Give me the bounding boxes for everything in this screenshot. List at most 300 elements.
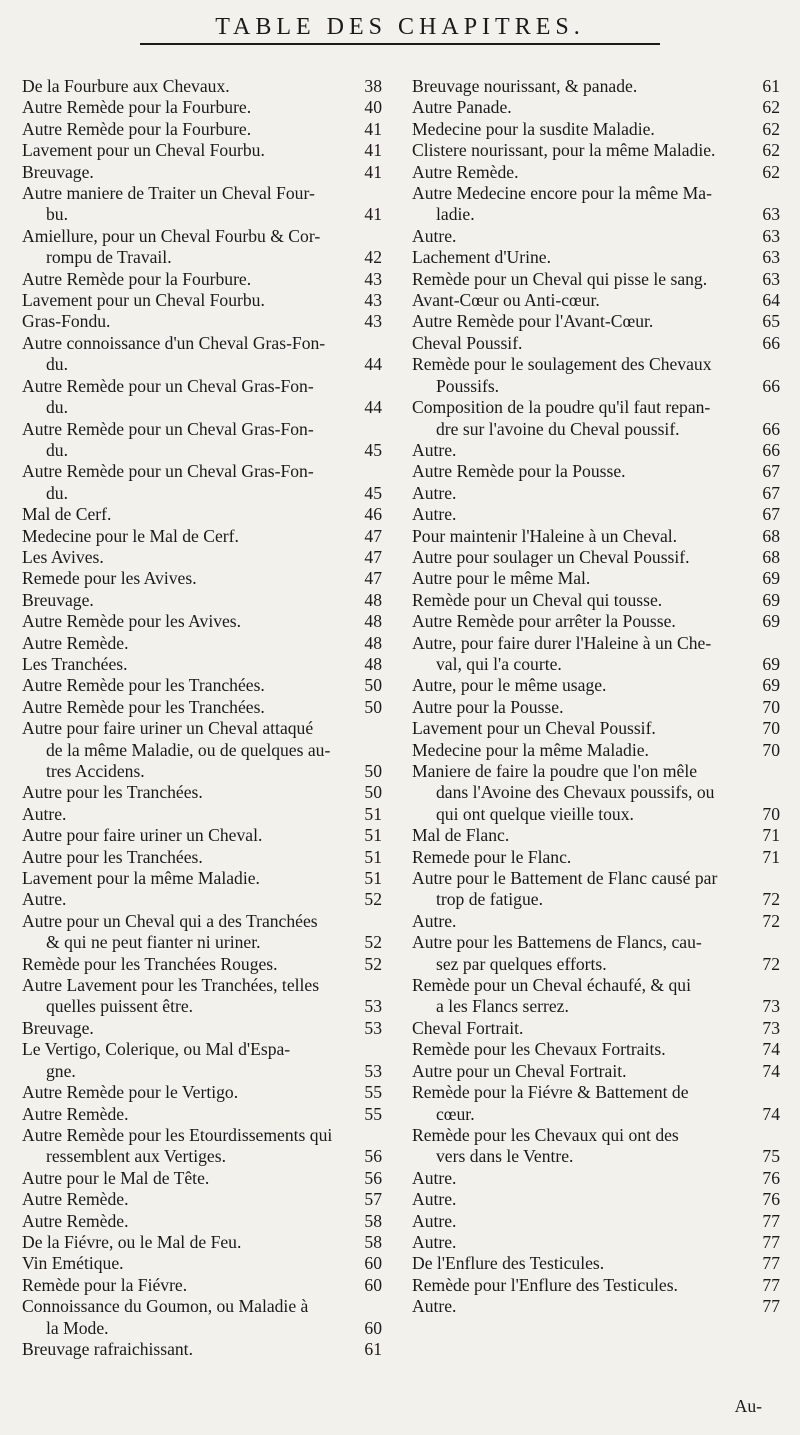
toc-page-number: 43 — [364, 290, 382, 311]
toc-entry — [412, 76, 780, 97]
toc-entry-text: Lavement pour un Cheval Fourbu. — [22, 290, 265, 311]
toc-entry-text: du. — [46, 397, 68, 418]
toc-page-number: 41 — [364, 118, 382, 139]
toc-entry — [22, 1253, 382, 1274]
toc-entry — [412, 568, 780, 589]
toc-page-number: 43 — [364, 268, 382, 289]
toc-page-number: 48 — [364, 589, 382, 610]
toc-entry — [22, 1082, 382, 1103]
toc-entry-text: trop de fatigue. — [436, 889, 543, 910]
toc-entry — [412, 333, 780, 354]
toc-entry-text: Mal de Cerf. — [22, 504, 112, 525]
toc-page-number: 74 — [762, 1039, 780, 1060]
toc-entry — [22, 568, 382, 589]
toc-page-number: 47 — [364, 525, 382, 546]
toc-page-number: 45 — [364, 439, 382, 460]
toc-entry — [412, 611, 780, 632]
toc-page-number: 52 — [364, 889, 382, 910]
toc-page-number: 42 — [364, 247, 382, 268]
toc-entry-text: Autre pour la Pousse. — [412, 696, 564, 717]
toc-entry — [412, 140, 780, 161]
toc-entry — [412, 547, 780, 568]
toc-entry — [412, 740, 780, 761]
toc-entry-text: la Mode. — [46, 1317, 109, 1338]
toc-page-number: 62 — [762, 118, 780, 139]
toc-entry — [412, 911, 780, 932]
toc-entry-text: Autre pour le même Mal. — [412, 568, 591, 589]
toc-page-number: 62 — [762, 161, 780, 182]
toc-page-number: 66 — [762, 332, 780, 353]
toc-entry-text: de la même Maladie, ou de quelques au- — [46, 739, 331, 760]
toc-entry — [412, 461, 780, 482]
toc-entry-text: Cheval Fortrait. — [412, 1017, 524, 1038]
toc-page-number: 61 — [762, 76, 780, 96]
toc-entry — [412, 269, 780, 290]
toc-entry — [22, 954, 382, 975]
toc-entry-text: Autre, pour faire durer l'Haleine à un Che- — [412, 632, 712, 653]
toc-entry — [22, 782, 382, 803]
toc-entry — [22, 1275, 382, 1296]
toc-page-number: 65 — [762, 311, 780, 332]
toc-entry-text: Autre. — [22, 803, 67, 824]
toc-entry-text: Autre. — [412, 1167, 457, 1188]
toc-entry-text: Autre. — [412, 225, 457, 246]
toc-page-number: 62 — [762, 140, 780, 161]
toc-page-number: 56 — [364, 1167, 382, 1188]
toc-entry-text: Autre pour les Battemens de Flancs, cau- — [412, 932, 702, 953]
toc-entry — [22, 654, 382, 675]
toc-entry — [412, 868, 780, 911]
toc-entry-text: Autre. — [412, 1189, 457, 1210]
toc-entry-text: Breuvage nourissant, & panade. — [412, 76, 638, 96]
toc-entry — [22, 675, 382, 696]
toc-entry-text: Medecine pour la même Maladie. — [412, 739, 649, 760]
toc-page-number: 41 — [364, 204, 382, 225]
toc-page-number: 70 — [762, 739, 780, 760]
toc-page-number: 63 — [762, 268, 780, 289]
toc-entry-text: rompu de Travail. — [46, 247, 172, 268]
toc-entry-text: gne. — [46, 1060, 76, 1081]
toc-entry — [22, 1039, 382, 1082]
toc-page-number: 63 — [762, 225, 780, 246]
toc-page-number: 64 — [762, 290, 780, 311]
toc-page-number: 69 — [762, 568, 780, 589]
toc-entry — [22, 889, 382, 910]
toc-entry-text: Autre Remède pour la Fourbure. — [22, 268, 252, 289]
toc-page-number: 69 — [762, 675, 780, 696]
toc-entry-text: Medecine pour le Mal de Cerf. — [22, 525, 239, 546]
toc-entry — [22, 911, 382, 954]
toc-page-number: 76 — [762, 1189, 780, 1210]
toc-entry — [412, 975, 780, 1018]
toc-page-number: 51 — [364, 803, 382, 824]
toc-page-number: 41 — [364, 161, 382, 182]
toc-entry-text: du. — [46, 439, 68, 460]
toc-entry-text: Autre Remède. — [22, 1189, 129, 1210]
toc-page-number: 56 — [364, 1146, 382, 1167]
toc-page-number: 38 — [364, 76, 382, 96]
toc-entry — [22, 419, 382, 462]
toc-page-number: 58 — [364, 1210, 382, 1231]
toc-page-number: 71 — [762, 846, 780, 867]
toc-entry — [22, 975, 382, 1018]
toc-entry-text: Lavement pour la même Maladie. — [22, 868, 260, 889]
toc-entry — [412, 162, 780, 183]
toc-page-number: 53 — [364, 1060, 382, 1081]
toc-entry — [22, 847, 382, 868]
toc-page-number: 48 — [364, 611, 382, 632]
toc-entry-text: Autre pour faire uriner un Cheval. — [22, 825, 263, 846]
toc-entry-text: dre sur l'avoine du Cheval poussif. — [436, 418, 680, 439]
toc-entry-text: De la Fiévre, ou le Mal de Feu. — [22, 1231, 242, 1252]
toc-entry-text: Remède pour la Fiévre & Battement de — [412, 1082, 689, 1103]
toc-page-number: 55 — [364, 1082, 382, 1103]
toc-entry — [412, 119, 780, 140]
toc-page-number: 74 — [762, 1060, 780, 1081]
toc-page-number: 51 — [364, 846, 382, 867]
toc-entry-text: Remède pour un Cheval échaufé, & qui — [412, 975, 691, 996]
toc-column-right — [412, 76, 780, 1318]
toc-page-number: 70 — [762, 696, 780, 717]
toc-entry — [412, 675, 780, 696]
toc-entry-text: Autre Remède pour la Fourbure. — [22, 97, 252, 118]
toc-entry — [22, 633, 382, 654]
toc-entry — [412, 290, 780, 311]
toc-page-number: 67 — [762, 482, 780, 503]
toc-page-number: 75 — [762, 1146, 780, 1167]
toc-entry — [22, 97, 382, 118]
toc-entry-text: ressemblent aux Vertiges. — [46, 1146, 226, 1167]
toc-entry — [412, 1168, 780, 1189]
toc-entry-text: cœur. — [436, 1103, 475, 1124]
toc-entry-text: Autre. — [22, 889, 67, 910]
toc-entry — [412, 1189, 780, 1210]
toc-entry — [22, 162, 382, 183]
toc-entry-text: ladie. — [436, 204, 475, 225]
toc-page-number: 43 — [364, 311, 382, 332]
toc-page-number: 52 — [364, 953, 382, 974]
toc-entry-text: Les Tranchées. — [22, 653, 128, 674]
toc-entry — [412, 1211, 780, 1232]
toc-page-number: 50 — [364, 761, 382, 781]
toc-entry — [22, 1189, 382, 1210]
toc-entry — [22, 825, 382, 846]
toc-page-number: 50 — [364, 675, 382, 696]
toc-entry — [412, 847, 780, 868]
toc-page-number: 63 — [762, 204, 780, 225]
toc-entry — [22, 76, 382, 97]
toc-page-number: 72 — [762, 953, 780, 974]
toc-entry-text: Autre Remède pour un Cheval Gras-Fon- — [22, 418, 314, 439]
toc-page-number: 51 — [364, 868, 382, 889]
toc-entry-text: Autre pour les Tranchées. — [22, 782, 203, 803]
toc-entry-text: Lavement pour un Cheval Poussif. — [412, 718, 656, 739]
toc-entry — [22, 140, 382, 161]
toc-entry-text: Autre maniere de Traiter un Cheval Four- — [22, 183, 315, 204]
toc-entry-text: Autre. — [412, 1296, 457, 1317]
toc-entry — [22, 868, 382, 889]
toc-page-number: 72 — [762, 889, 780, 910]
toc-page-number: 77 — [762, 1253, 780, 1274]
toc-entry-text: dans l'Avoine des Chevaux poussifs, ou — [436, 782, 715, 803]
toc-entry-text: Autre Remède pour arrêter la Pousse. — [412, 611, 676, 632]
toc-entry-text: Remède pour les Tranchées Rouges. — [22, 953, 278, 974]
toc-entry — [412, 504, 780, 525]
toc-page-number: 41 — [364, 140, 382, 161]
toc-entry — [412, 932, 780, 975]
toc-entry-text: Autre pour faire uriner un Cheval attaqué — [22, 718, 314, 739]
toc-entry — [22, 697, 382, 718]
toc-entry — [412, 590, 780, 611]
toc-entry-text: Remède pour le soulagement des Chevaux — [412, 354, 712, 375]
toc-entry — [22, 718, 382, 782]
toc-entry — [22, 1018, 382, 1039]
toc-page-number: 45 — [364, 482, 382, 503]
toc-entry-text: Autre Remède pour le Vertigo. — [22, 1082, 239, 1103]
toc-entry-text: Autre Remède pour les Etourdissements qui — [22, 1124, 333, 1145]
toc-entry-text: Amiellure, pour un Cheval Fourbu & Cor- — [22, 225, 321, 246]
toc-entry-text: Autre pour le Mal de Tête. — [22, 1167, 210, 1188]
toc-entry-text: Vin Emétique. — [22, 1253, 124, 1274]
toc-entry-text: qui ont quelque vieille toux. — [436, 803, 634, 824]
toc-entry — [22, 804, 382, 825]
toc-entry — [412, 226, 780, 247]
toc-entry-text: Autre. — [412, 504, 457, 525]
toc-page-number: 77 — [762, 1274, 780, 1295]
toc-page-number: 50 — [364, 782, 382, 803]
toc-entry-text: tres Accidens. — [46, 761, 145, 781]
toc-entry — [22, 1104, 382, 1125]
toc-entry-text: Remède pour un Cheval qui pisse le sang. — [412, 268, 708, 289]
toc-entry — [22, 1211, 382, 1232]
toc-page-number: 55 — [364, 1103, 382, 1124]
toc-entry — [412, 247, 780, 268]
toc-page-number: 70 — [762, 718, 780, 739]
toc-entry — [412, 718, 780, 739]
toc-page-number: 46 — [364, 504, 382, 525]
toc-entry-text: Autre. — [412, 439, 457, 460]
toc-entry — [22, 119, 382, 140]
toc-entry — [22, 1339, 382, 1360]
toc-entry — [412, 1061, 780, 1082]
toc-entry-text: Autre Remède. — [22, 632, 129, 653]
toc-entry — [22, 1232, 382, 1253]
toc-page-number: 48 — [364, 632, 382, 653]
toc-page-number: 66 — [762, 418, 780, 439]
toc-entry — [22, 1125, 382, 1168]
toc-entry — [22, 547, 382, 568]
toc-entry — [22, 226, 382, 269]
toc-entry — [412, 311, 780, 332]
toc-entry-text: Breuvage. — [22, 589, 94, 610]
toc-entry-text: Cheval Poussif. — [412, 332, 523, 353]
toc-entry-text: Autre pour le Battement de Flanc causé par — [412, 868, 718, 889]
toc-entry — [22, 526, 382, 547]
toc-entry — [412, 761, 780, 825]
toc-page-number: 61 — [364, 1338, 382, 1359]
toc-page-number: 40 — [364, 97, 382, 118]
toc-page-number: 77 — [762, 1296, 780, 1317]
toc-entry-text: du. — [46, 482, 68, 503]
page-title: TABLE DES CHAPITRES. — [140, 14, 660, 45]
toc-page-number: 53 — [364, 1017, 382, 1038]
toc-entry-text: Autre connoissance d'un Cheval Gras-Fon- — [22, 332, 326, 353]
toc-entry-text: quelles puissent être. — [46, 996, 194, 1017]
toc-entry-text: Clistere nourissant, pour la même Maladie. — [412, 140, 716, 161]
toc-entry-text: Breuvage rafraichissant. — [22, 1338, 193, 1359]
toc-entry-text: Autre Remède. — [412, 161, 519, 182]
toc-column-left — [22, 76, 382, 1360]
toc-entry — [22, 376, 382, 419]
toc-entry-text: Connoissance du Goumon, ou Maladie à — [22, 1296, 309, 1317]
toc-entry-text: Le Vertigo, Colerique, ou Mal d'Espa- — [22, 1039, 291, 1060]
toc-page-number: 73 — [762, 996, 780, 1017]
toc-entry — [412, 1039, 780, 1060]
toc-entry-text: val, qui l'a courte. — [436, 653, 562, 674]
toc-page-number: 69 — [762, 653, 780, 674]
toc-page-number: 72 — [762, 910, 780, 931]
toc-entry-text: Autre Remède pour les Avives. — [22, 611, 242, 632]
toc-entry-text: Autre pour les Tranchées. — [22, 846, 203, 867]
toc-page-number: 76 — [762, 1167, 780, 1188]
toc-page-number: 50 — [364, 696, 382, 717]
toc-page-number: 44 — [364, 397, 382, 418]
toc-entry-text: Avant-Cœur ou Anti-cœur. — [412, 290, 600, 311]
toc-entry — [22, 290, 382, 311]
toc-page-number: 48 — [364, 653, 382, 674]
toc-entry — [412, 1082, 780, 1125]
toc-entry-text: Remède pour les Chevaux Fortraits. — [412, 1039, 666, 1060]
toc-entry — [412, 440, 780, 461]
toc-entry-text: Medecine pour la susdite Maladie. — [412, 118, 655, 139]
toc-entry-text: Remède pour les Chevaux qui ont des — [412, 1124, 679, 1145]
toc-entry-text: Autre Remède pour l'Avant-Cœur. — [412, 311, 654, 332]
toc-page-number: 60 — [364, 1317, 382, 1338]
toc-page-number: 69 — [762, 589, 780, 610]
toc-entry — [412, 183, 780, 226]
toc-page-number: 57 — [364, 1189, 382, 1210]
toc-entry — [412, 483, 780, 504]
toc-entry — [412, 97, 780, 118]
toc-entry-text: Autre. — [412, 910, 457, 931]
toc-entry-text: Breuvage. — [22, 161, 94, 182]
toc-entry-text: Lachement d'Urine. — [412, 247, 551, 268]
toc-entry — [22, 611, 382, 632]
toc-entry-text: Remède pour la Fiévre. — [22, 1274, 188, 1295]
toc-entry — [412, 697, 780, 718]
toc-page-number: 71 — [762, 825, 780, 846]
toc-page-number: 52 — [364, 932, 382, 953]
toc-page-number: 74 — [762, 1103, 780, 1124]
toc-page-number: 67 — [762, 504, 780, 525]
toc-entry-text: sez par quelques efforts. — [436, 953, 607, 974]
catchword: Au- — [734, 1396, 762, 1416]
toc-page-number: 70 — [762, 803, 780, 824]
toc-page-number: 69 — [762, 611, 780, 632]
toc-entry — [22, 461, 382, 504]
toc-entry-text: bu. — [46, 204, 68, 225]
toc-entry-text: a les Flancs serrez. — [436, 996, 569, 1017]
toc-entry-text: Breuvage. — [22, 1017, 94, 1038]
toc-entry — [412, 1296, 780, 1317]
toc-entry-text: Autre Remède pour les Tranchées. — [22, 696, 265, 717]
toc-entry — [412, 633, 780, 676]
toc-page-number: 60 — [364, 1253, 382, 1274]
toc-page-number: 58 — [364, 1231, 382, 1252]
toc-entry-text: Les Avives. — [22, 546, 104, 567]
toc-entry-text: Remède pour un Cheval qui tousse. — [412, 589, 663, 610]
toc-entry-text: Pour maintenir l'Haleine à un Cheval. — [412, 525, 678, 546]
toc-page-number: 73 — [762, 1017, 780, 1038]
toc-page-number: 66 — [762, 375, 780, 396]
toc-entry-text: Maniere de faire la poudre que l'on mêle — [412, 761, 698, 781]
toc-page-number: 77 — [762, 1210, 780, 1231]
toc-entry-text: Gras-Fondu. — [22, 311, 111, 332]
toc-entry-text: vers dans le Ventre. — [436, 1146, 574, 1167]
toc-page-number: 51 — [364, 825, 382, 846]
toc-page-number: 63 — [762, 247, 780, 268]
toc-entry-text: Autre, pour le même usage. — [412, 675, 607, 696]
toc-entry-text: Autre. — [412, 1210, 457, 1231]
toc-entry-text: & qui ne peut fianter ni uriner. — [46, 932, 261, 953]
toc-entry-text: Autre. — [412, 482, 457, 503]
toc-entry-text: Composition de la poudre qu'il faut repan- — [412, 397, 711, 418]
toc-entry — [412, 1253, 780, 1274]
toc-entry-text: Autre Remède pour un Cheval Gras-Fon- — [22, 375, 314, 396]
toc-entry-text: Autre Remède. — [22, 1103, 129, 1124]
toc-entry — [412, 1125, 780, 1168]
toc-entry-text: Autre Panade. — [412, 97, 512, 118]
toc-entry-text: Autre pour un Cheval Fortrait. — [412, 1060, 627, 1081]
toc-page-number: 44 — [364, 354, 382, 375]
toc-page-number: 47 — [364, 568, 382, 589]
toc-entry-text: De l'Enflure des Testicules. — [412, 1253, 605, 1274]
toc-entry-text: Autre Lavement pour les Tranchées, telles — [22, 975, 320, 996]
toc-entry-text: Lavement pour un Cheval Fourbu. — [22, 140, 265, 161]
toc-entry — [22, 183, 382, 226]
toc-entry — [412, 397, 780, 440]
toc-entry-text: Autre pour soulager un Cheval Poussif. — [412, 546, 690, 567]
toc-entry — [412, 354, 780, 397]
toc-entry — [412, 526, 780, 547]
toc-entry — [412, 1018, 780, 1039]
toc-entry — [22, 590, 382, 611]
toc-entry-text: Poussifs. — [436, 375, 500, 396]
toc-entry-text: Autre Remède pour la Pousse. — [412, 461, 626, 482]
toc-entry — [22, 1168, 382, 1189]
toc-entry-text: Mal de Flanc. — [412, 825, 510, 846]
toc-entry-text: Autre Remède pour un Cheval Gras-Fon- — [22, 461, 314, 482]
toc-entry-text: Autre Remède pour la Fourbure. — [22, 118, 252, 139]
toc-entry — [22, 311, 382, 332]
toc-entry — [22, 504, 382, 525]
toc-entry-text: Autre Medecine encore pour la même Ma- — [412, 183, 712, 204]
toc-entry — [22, 1296, 382, 1339]
toc-entry — [412, 1275, 780, 1296]
toc-page-number: 68 — [762, 525, 780, 546]
toc-page-number: 47 — [364, 546, 382, 567]
toc-page-number: 53 — [364, 996, 382, 1017]
toc-entry-text: Autre. — [412, 1231, 457, 1252]
toc-entry — [22, 269, 382, 290]
toc-entry — [412, 825, 780, 846]
toc-entry-text: Autre pour un Cheval qui a des Tranchées — [22, 910, 318, 931]
toc-page-number: 60 — [364, 1274, 382, 1295]
toc-page-number: 67 — [762, 461, 780, 482]
toc-entry-text: Remede pour les Avives. — [22, 568, 197, 589]
toc-page-number: 66 — [762, 439, 780, 460]
toc-entry-text: Remede pour le Flanc. — [412, 846, 572, 867]
